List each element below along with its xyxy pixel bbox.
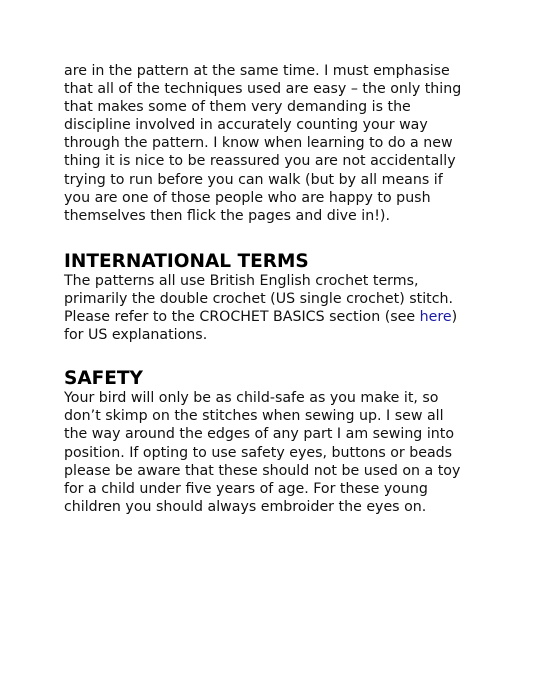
text-line: for US explanations. xyxy=(64,327,208,344)
text-segment: ) xyxy=(451,309,458,326)
text-line: discipline involved in accurately counting your way xyxy=(64,117,428,134)
text-line: are in the pattern at the same time. I must emphasise xyxy=(64,63,450,79)
text-line xyxy=(64,308,504,326)
text-line: that makes some of them very demanding is the xyxy=(64,99,411,116)
safety-paragraph xyxy=(64,389,504,516)
text-line: don’t skimp on the stitches when sewing up. I sew all xyxy=(64,408,444,425)
international-terms-paragraph xyxy=(64,272,504,344)
text-line: position. If opting to use safety eyes, buttons or beads xyxy=(64,444,453,461)
text-line: children you should always embroider the eyes on. xyxy=(64,498,427,515)
text-segment: Please refer to the CROCHET BASICS section (see xyxy=(64,309,420,326)
here-link[interactable]: here xyxy=(419,309,452,326)
text-line: through the pattern. I know when learning to do a new xyxy=(64,135,453,152)
section-heading: SAFETY xyxy=(64,368,143,390)
text-line: the way around the edges of any part I am sewing into xyxy=(64,426,455,443)
text-line: Your bird will only be as child-safe as you make it, so xyxy=(64,390,439,407)
text-line: primarily the double crochet (US single crochet) stitch. xyxy=(64,290,454,307)
text-line: please be aware that these should not be used on a toy xyxy=(64,462,461,479)
text-line: thing it is nice to be reassured you are not accidentally xyxy=(64,153,456,170)
section-heading: INTERNATIONAL TERMS xyxy=(64,250,309,272)
text-line: The patterns all use British English crochet terms, xyxy=(64,272,419,289)
text-line: for a child under five years of age. For these young xyxy=(64,480,428,497)
text-line: that all of the techniques used are easy – the only thing xyxy=(64,81,462,98)
document-page xyxy=(64,62,504,516)
safety-section xyxy=(64,369,504,516)
text-line: themselves then flick the pages and dive in!). xyxy=(64,207,390,224)
intro-paragraph xyxy=(64,62,504,225)
international-terms-section xyxy=(64,252,504,344)
text-line: trying to run before you can walk (but by all means if xyxy=(64,171,443,188)
text-line: you are one of those people who are happy to push xyxy=(64,189,431,206)
